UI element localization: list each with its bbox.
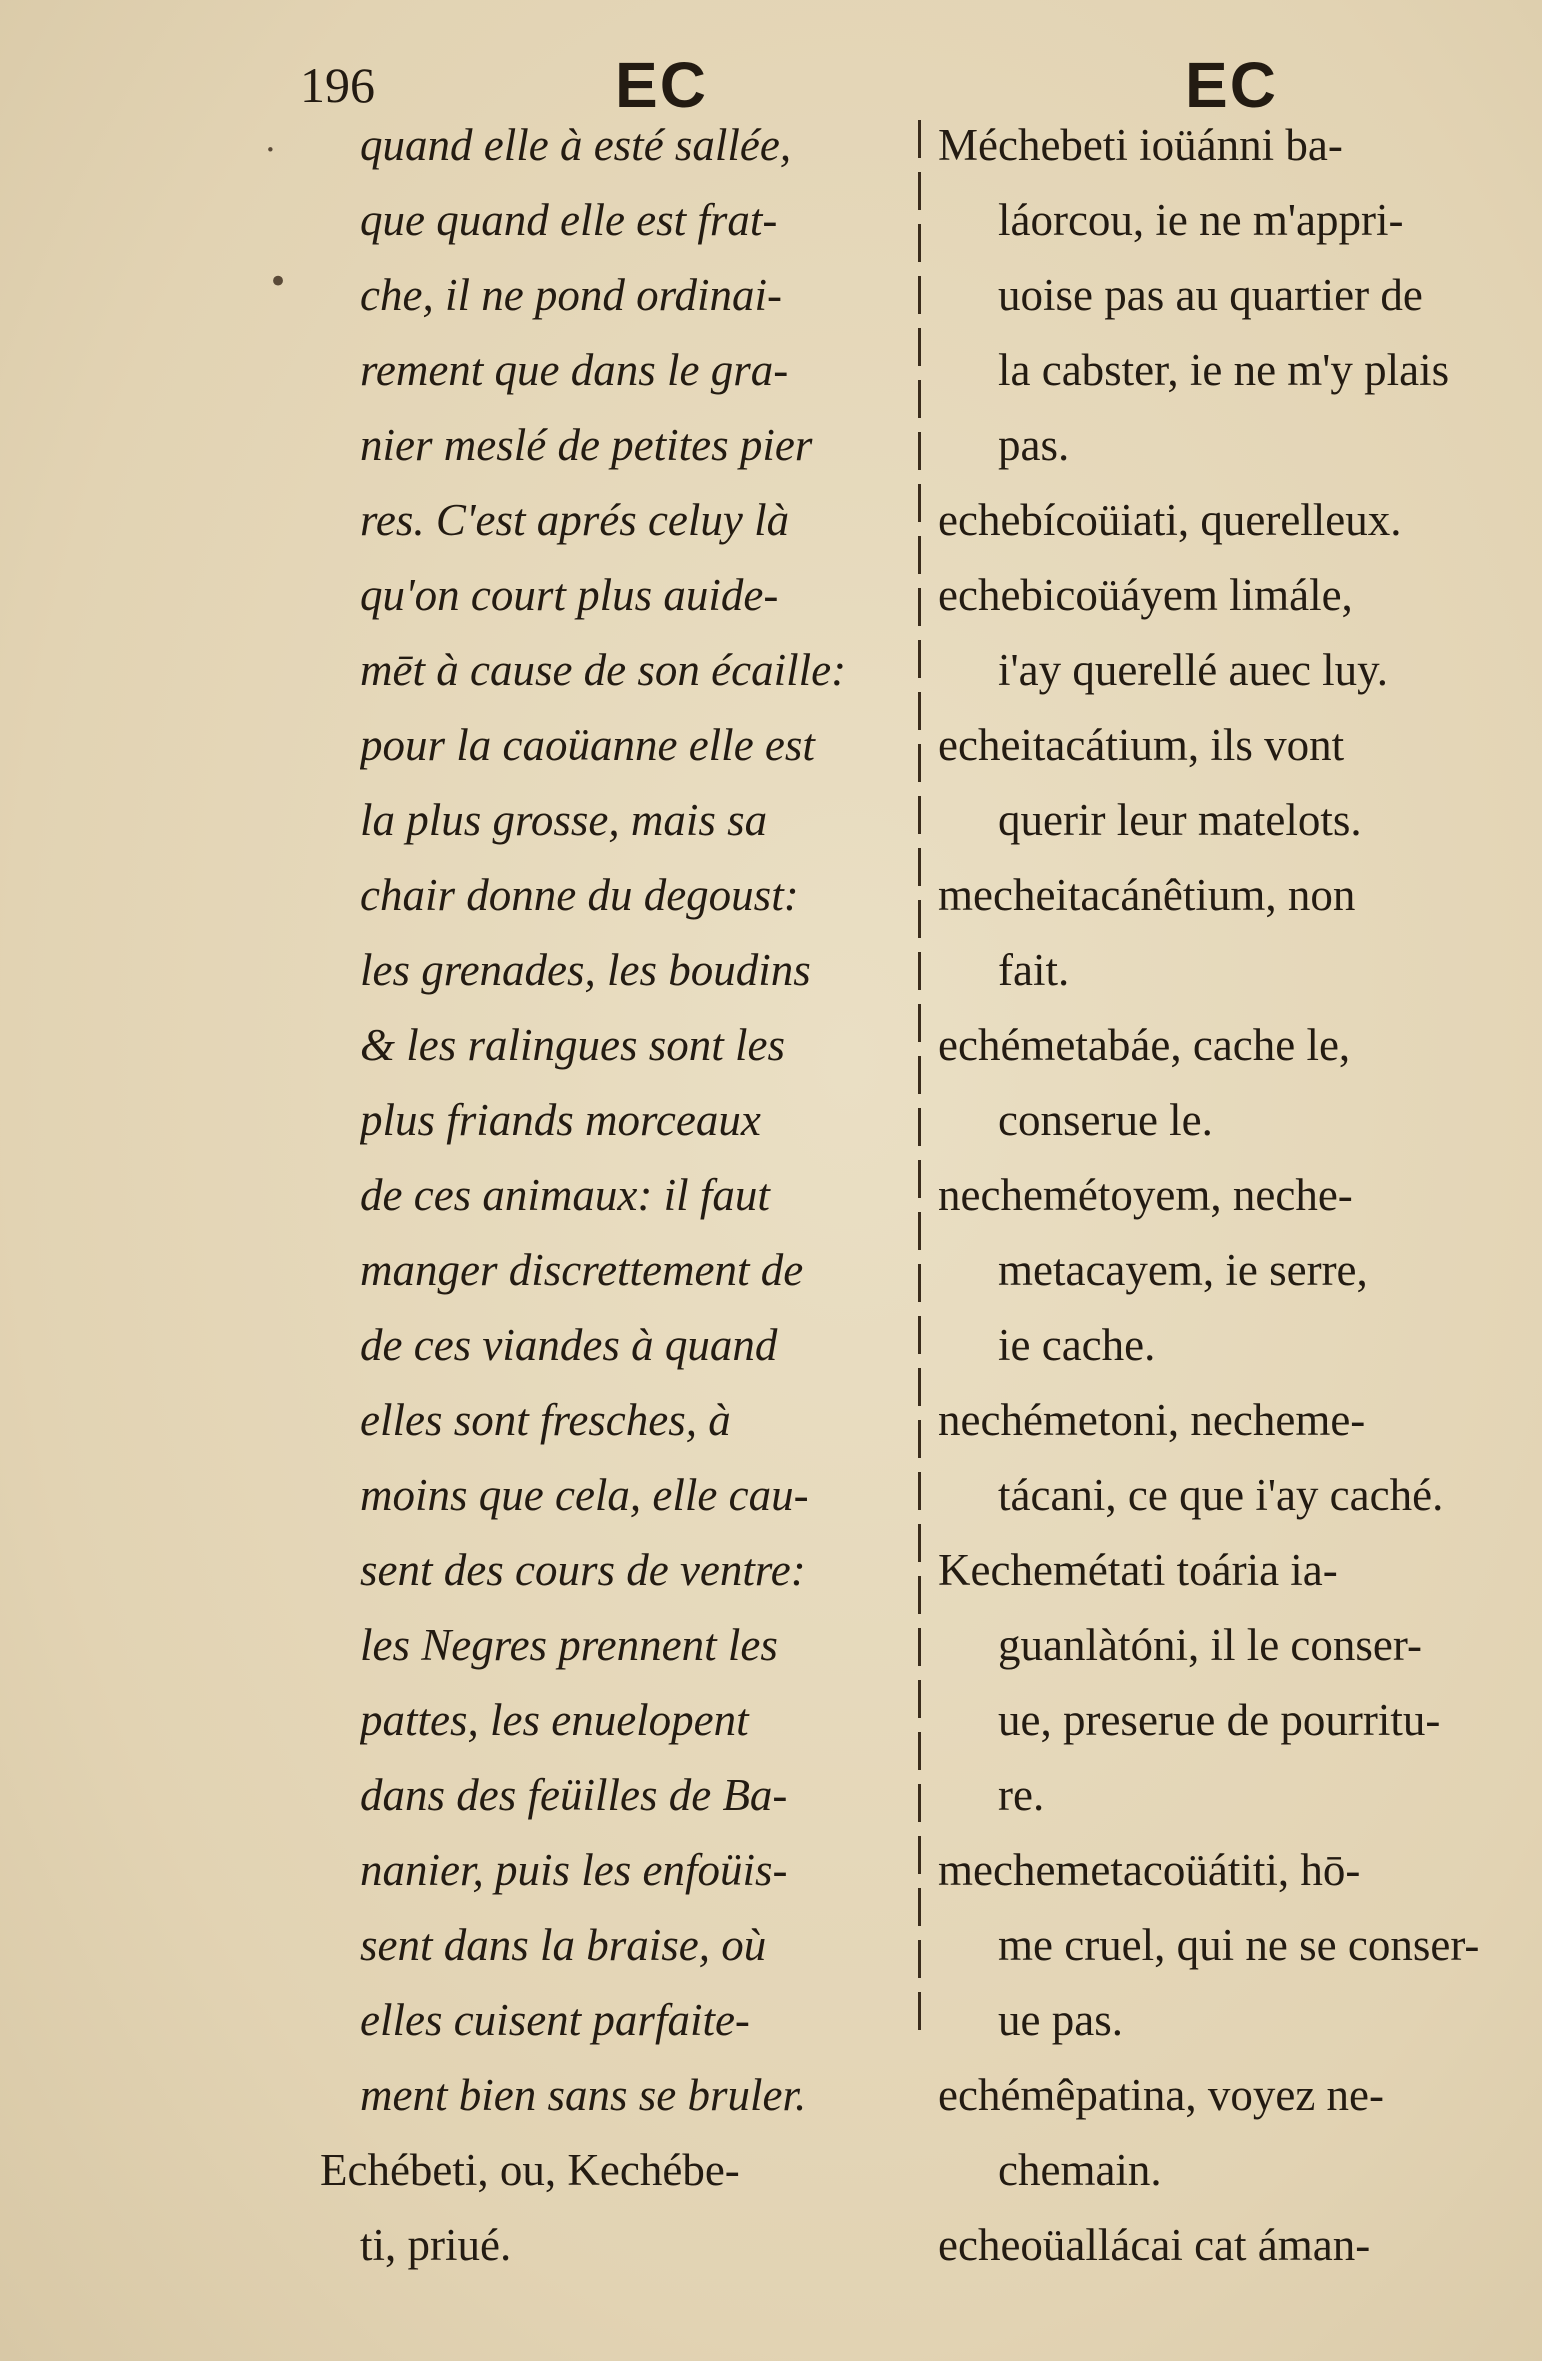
entry-line: mechemetacoüátiti, hō- bbox=[938, 1845, 1361, 1895]
entry-line: echebicoüáyem limále, bbox=[938, 570, 1353, 620]
entry-line: me cruel, qui ne se conser- bbox=[998, 1920, 1480, 1970]
entry-line: metacayem, ie serre, bbox=[998, 1245, 1368, 1295]
entry-line: i'ay querellé auec luy. bbox=[998, 645, 1388, 695]
text-line: nanier, puis les enfoüis- bbox=[360, 1845, 788, 1895]
entry-line: la cabster, ie ne m'y plais bbox=[998, 345, 1450, 395]
entry-line: ue, preserue de pourritu- bbox=[998, 1695, 1441, 1745]
entry-line: echeoüallácai cat áman- bbox=[938, 2220, 1371, 2270]
entry-line: echémêpatina, voyez ne- bbox=[938, 2070, 1385, 2120]
entry-line: re. bbox=[998, 1770, 1045, 1820]
entry-line: Méchebeti ioüánni ba- bbox=[938, 120, 1343, 170]
text-line: la plus grosse, mais sa bbox=[360, 795, 768, 845]
text-line: que quand elle est frat- bbox=[360, 195, 778, 245]
entry-line: echeitacátium, ils vont bbox=[938, 720, 1345, 770]
text-line: ment bien sans se bruler. bbox=[360, 2070, 807, 2120]
margin-dot: · bbox=[265, 130, 276, 170]
entry-line: láorcou, ie ne m'appri- bbox=[998, 195, 1404, 245]
page-header bbox=[0, 28, 1542, 121]
entry-line: echebícoüiati, querelleux. bbox=[938, 495, 1402, 545]
entry-line: guanlàtóni, il le conser- bbox=[998, 1620, 1422, 1670]
text-line: plus friands morceaux bbox=[360, 1095, 761, 1145]
entry-line: ue pas. bbox=[998, 1995, 1123, 2045]
text-line: chair donne du degoust: bbox=[360, 870, 799, 920]
text-line: rement que dans le gra- bbox=[360, 345, 789, 395]
text-line: elles sont fresches, à bbox=[360, 1395, 731, 1445]
entry-line: ie cache. bbox=[998, 1320, 1156, 1370]
text-line: mēt à cause de son écaille: bbox=[360, 645, 847, 695]
text-line: elles cuisent parfaite- bbox=[360, 1995, 750, 2045]
page-number: 196 bbox=[300, 57, 375, 113]
text-line: sent dans la braise, où bbox=[360, 1920, 767, 1970]
entry-line: tácani, ce que i'ay caché. bbox=[998, 1470, 1444, 1520]
text-line: che, il ne pond ordinai- bbox=[360, 270, 783, 320]
entry-line: nechemétoyem, neche- bbox=[938, 1170, 1353, 1220]
entry-line: mecheitacánêtium, non bbox=[938, 870, 1356, 920]
text-line: moins que cela, elle cau- bbox=[360, 1470, 809, 1520]
text-line: quand elle à esté sallée, bbox=[360, 120, 792, 170]
text-line: de ces viandes à quand bbox=[360, 1320, 778, 1370]
text-line: nier meslé de petites pier bbox=[360, 420, 813, 470]
text-line: les Negres prennent les bbox=[360, 1620, 778, 1670]
left-running-head: EC bbox=[615, 49, 708, 121]
entry-line: fait. bbox=[998, 945, 1070, 995]
text-line: pattes, les enuelopent bbox=[360, 1695, 749, 1745]
right-column bbox=[938, 108, 1518, 2283]
text-line: & les ralingues sont les bbox=[360, 1020, 785, 1070]
entry-line: querir leur matelots. bbox=[998, 795, 1362, 845]
text-line: res. C'est aprés celuy là bbox=[360, 495, 790, 545]
column-divider bbox=[918, 120, 921, 2040]
entry-line: pas. bbox=[998, 420, 1070, 470]
entry-line: nechémetoni, necheme- bbox=[938, 1395, 1366, 1445]
margin-dot: • bbox=[268, 262, 289, 302]
left-column bbox=[320, 108, 915, 2283]
entry-line: chemain. bbox=[998, 2145, 1162, 2195]
text-line: manger discrettement de bbox=[360, 1245, 804, 1295]
text-line: qu'on court plus auide- bbox=[360, 570, 779, 620]
text-line: dans des feüilles de Ba- bbox=[360, 1770, 788, 1820]
right-running-head: EC bbox=[1185, 49, 1278, 121]
text-line: pour la caoüanne elle est bbox=[360, 720, 815, 770]
entry-line: conserue le. bbox=[998, 1095, 1213, 1145]
entry-line: echémetabáe, cache le, bbox=[938, 1020, 1351, 1070]
text-line: sent des cours de ventre: bbox=[360, 1545, 806, 1595]
entry-headword-line: Echébeti, ou, Kechébe- bbox=[320, 2145, 740, 2195]
text-line: les grenades, les boudins bbox=[360, 945, 811, 995]
text-line: ti, priué. bbox=[360, 2220, 512, 2270]
entry-line: uoise pas au quartier de bbox=[998, 270, 1423, 320]
text-line: de ces animaux: il faut bbox=[360, 1170, 770, 1220]
entry-line: Kechemétati toária ia- bbox=[938, 1545, 1338, 1595]
